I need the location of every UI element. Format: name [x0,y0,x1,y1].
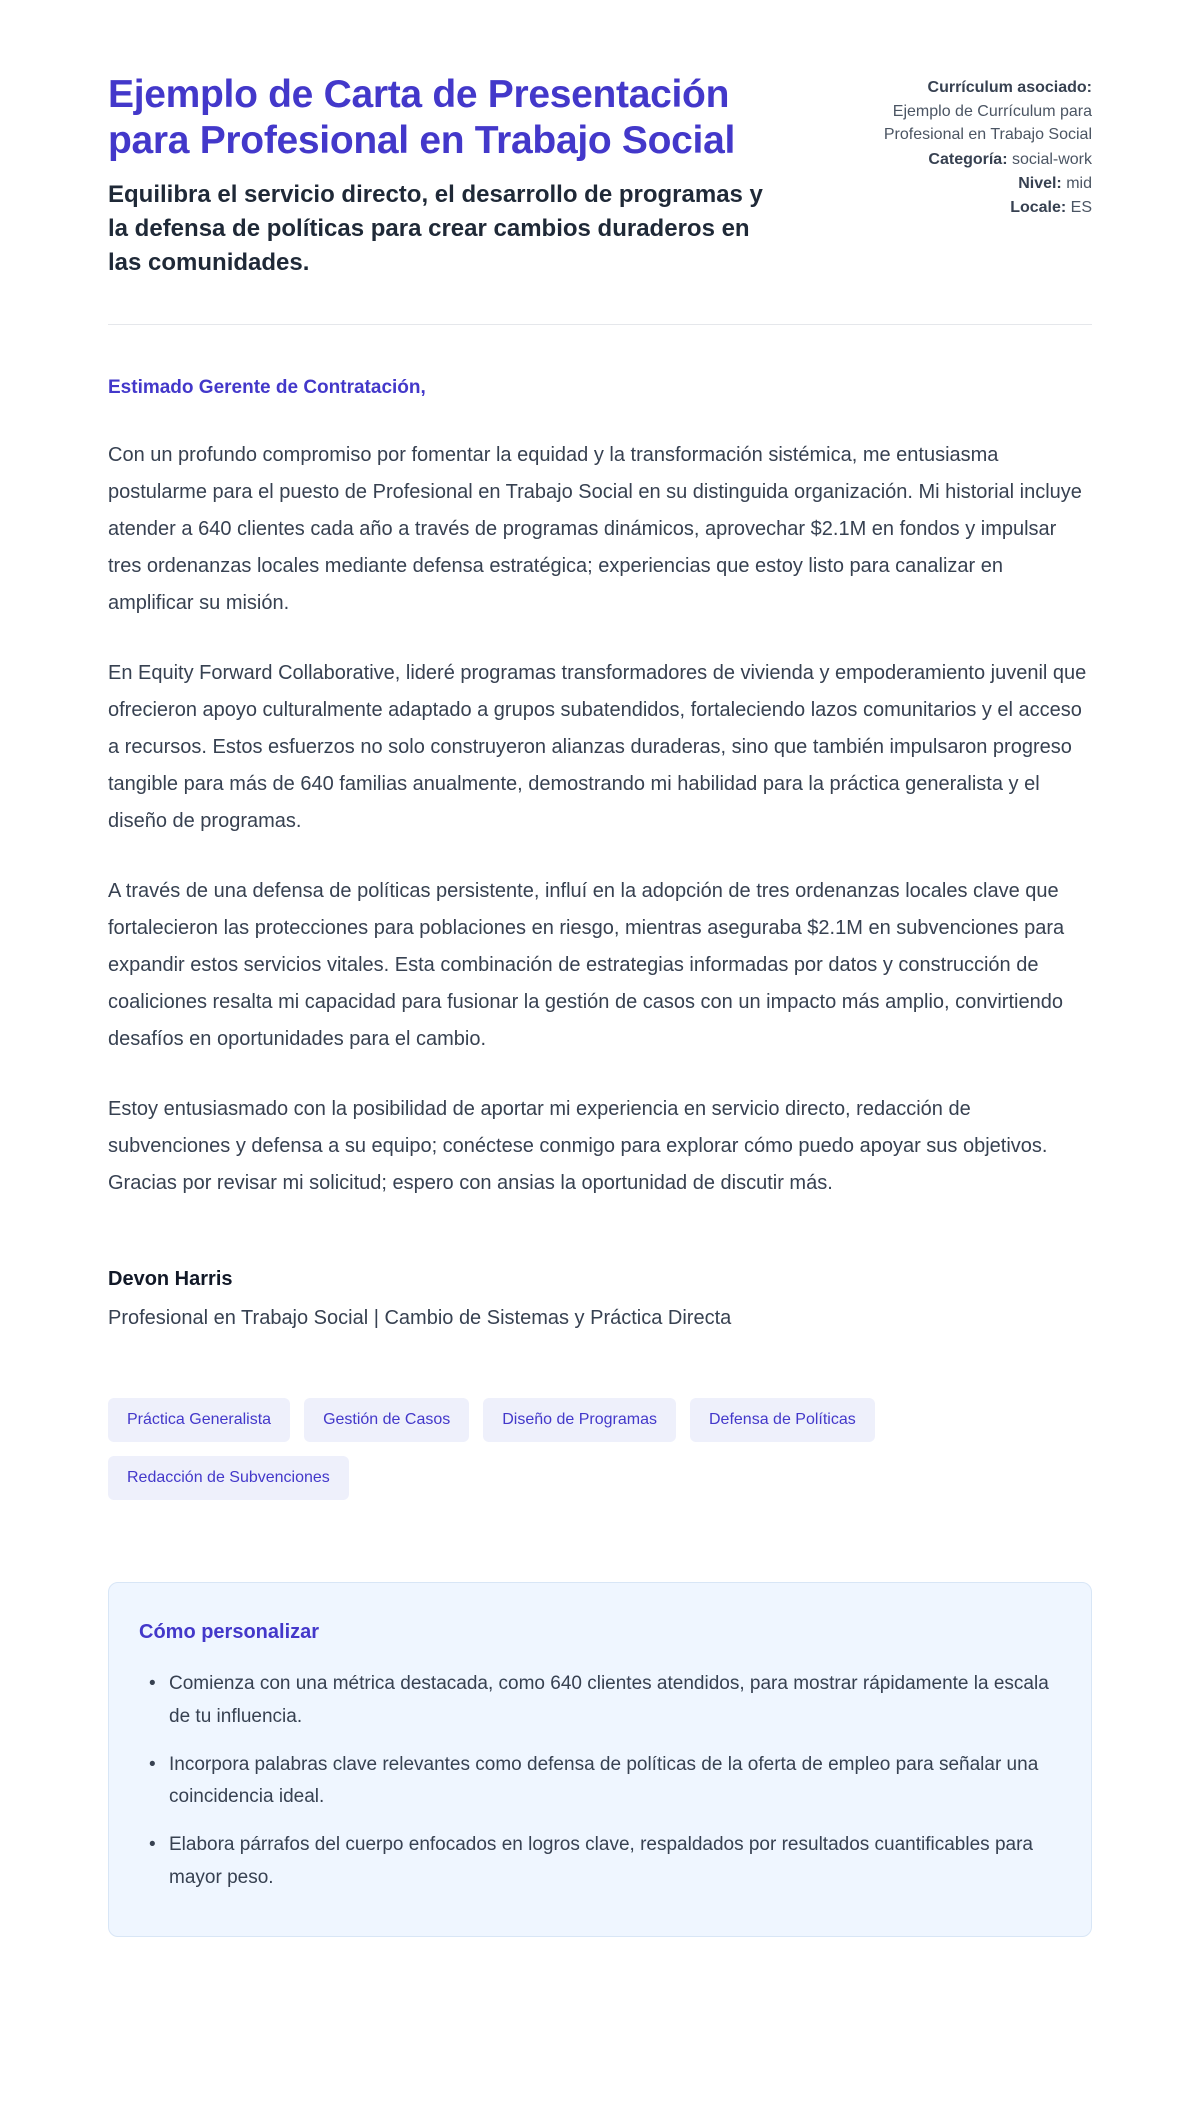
tips-list [139,1668,1055,1894]
meta-resume-label: Currículum asociado: [927,79,1092,96]
meta-resume-value: Ejemplo de Currículum para Profesional en Trabajo Social [883,103,1092,144]
page-title: Ejemplo de Carta de Presentación para Profesional en Trabajo Social [108,73,736,163]
meta-locale-value: ES [1070,198,1092,216]
meta-resume-label-row [837,76,1092,99]
tip-item-2: • Incorpora palabras clave relevantes como defensa de políticas de la oferta de empleo para señalar una coincidencia ideal. [143,1749,1055,1814]
letter-paragraph-3: A través de una defensa de políticas persistente, influí en la adopción de tres ordenanzas locales clave que fortalecieron las protecciones para poblaciones en riesgo, mientras aseguraba $2.1M en subvenciones para expandir estos servicios vitales. Esta combinación de estrategias informadas por datos y construcción de coaliciones resalta mi capacidad para fusionar la gestión de casos con un impacto más amplio, convirtiendo desafíos en oportunidades para el cambio. [108,880,1065,1051]
letter-paragraph-1: Con un profundo compromiso por fomentar la equidad y la transformación sistémica, me entusiasma postularme para el puesto de Profesional en Trabajo Social en su distinguida organización. Mi historial incluye atender a 640 clientes cada año a través de programas dinámicos, aprovechar $2.1M en fondos y impulsar tres ordenanzas locales mediante defensa estratégica; experiencias que estoy listo para canalizar en amplificar su misión. [108,444,1082,615]
skill-tag-defensa-de-politicas[interactable]: Defensa de Políticas [690,1398,875,1442]
skill-tag-practica-generalista[interactable]: Práctica Generalista [108,1398,290,1442]
meta-level-row [837,172,1092,195]
tip-item-1: • Comienza con una métrica destacada, como 640 clientes atendidos, para mostrar rápidamente la escala de tu influencia. [143,1668,1055,1733]
meta-locale-label: Locale: [1010,198,1067,216]
skill-tag-diseno-de-programas[interactable]: Diseño de Programas [483,1398,676,1442]
meta-category-value: social-work [1011,150,1092,168]
skill-tag-redaccion-de-subvenciones[interactable]: Redacción de Subvenciones [108,1456,349,1500]
cover-letter-body [108,377,1092,1330]
page-subtitle: Equilibra el servicio directo, el desarrollo de programas y la defensa de políticas para crear cambios duraderos en las comunidades. [108,181,763,277]
skill-tag-gestion-de-casos[interactable]: Gestión de Casos [304,1398,469,1442]
customization-tips-box [108,1582,1092,1937]
letter-greeting: Estimado Gerente de Contratación, [108,377,426,399]
skill-tag-list [108,1398,1008,1500]
meta-level-value: mid [1066,174,1092,192]
signature-role: Profesional en Trabajo Social | Cambio de Sistemas y Práctica Directa [108,1307,732,1330]
meta-panel [837,72,1092,220]
letter-paragraph-4: Estoy entusiasmado con la posibilidad de aportar mi experiencia en servicio directo, redacción de subvenciones y defensa a su equipo; conéctese conmigo para explorar cómo puedo apoyar sus objetivos. Gracias por revisar mi solicitud; espero con ansias la oportunidad de discutir más. [108,1098,1048,1195]
tip-item-3: • Elabora párrafos del cuerpo enfocados en logros clave, respaldados por resultados cuantificables para mayor peso. [143,1829,1055,1894]
signature-name: Devon Harris [108,1268,233,1291]
tips-title: Cómo personalizar [139,1621,320,1644]
meta-locale-row [837,196,1092,219]
letter-paragraph-2: En Equity Forward Collaborative, lideré programas transformadores de vivienda y empoderamiento juvenil que ofrecieron apoyo culturalmente adaptado a grupos subatendidos, fortaleciendo lazos comunitarios y el acceso a recursos. Estos esfuerzos no solo construyeron alianzas duraderas, sino que también impulsaron progreso tangible para más de 640 familias anualmente, demostrando mi habilidad para la práctica generalista y el diseño de programas. [108,662,1087,833]
meta-category-row [837,148,1092,171]
meta-level-label: Nivel: [1018,174,1062,192]
header-divider [108,324,1092,325]
page-header [108,72,1092,280]
title-block [108,72,789,280]
meta-category-label: Categoría: [928,150,1008,168]
